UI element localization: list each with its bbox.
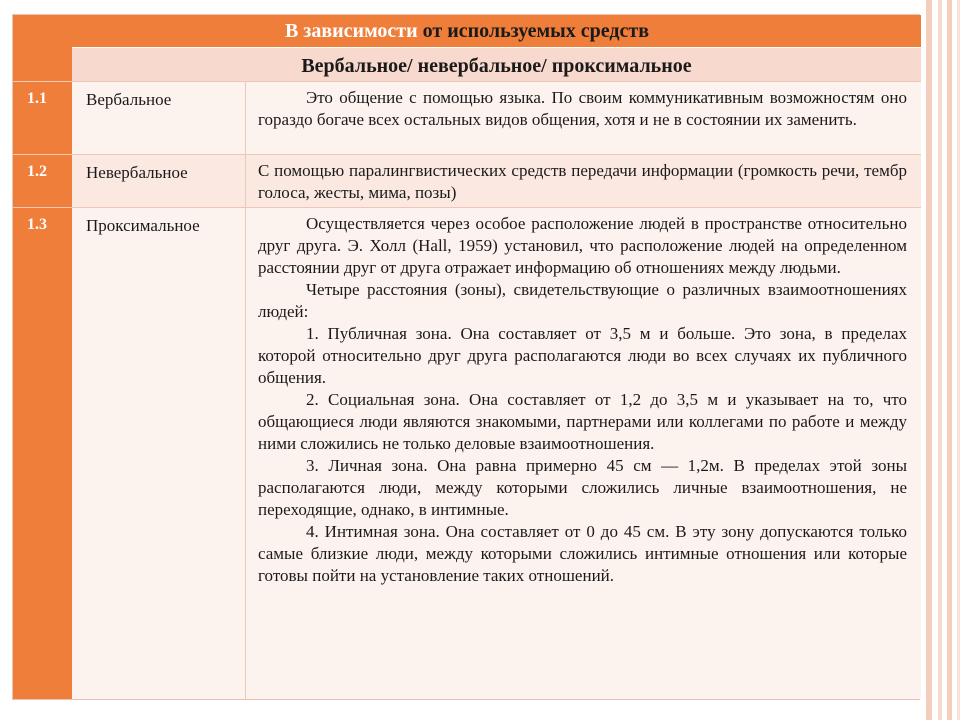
subheader-num-cell: [13, 47, 72, 81]
row-number: 1.3: [13, 207, 72, 699]
row-name: Вербальное: [72, 81, 246, 154]
communication-table: [12, 14, 920, 700]
row-name: Невербальное: [72, 154, 246, 207]
row-number: 1.2: [13, 154, 72, 207]
description-paragraph: 2. Социальная зона. Она составляет от 1,2 до 3,5 м и указывает на то, что общающиеся люди являются знакомыми, партнерами или коллегами по работе и между ними сложились не только деловые взаимоотношения.: [258, 390, 907, 453]
table-header: [13, 15, 921, 47]
header-title-part2: от используемых средств: [422, 20, 650, 42]
stripe: [938, 0, 942, 720]
description-paragraph: 4. Интимная зона. Она составляет от 0 до 45 см. В эту зону допускаются только самые близкие люди, между которыми сложились интимные отношения или которые готовы пойти на установление таких отношений.: [258, 522, 907, 585]
row-name: Проксимальное: [72, 207, 246, 699]
description-paragraph: 3. Личная зона. Она равна примерно 45 см — 1,2м. В пределах этой зоны располагаются люди, между которыми сложились личные взаимоотношения, не переходящие, однако, в интимные.: [258, 456, 907, 519]
description-paragraph: С помощью паралингвистических средств передачи информации (громкость речи, тембр голоса, жесты, мима, позы): [258, 161, 907, 202]
row-description: [246, 154, 921, 207]
description-paragraph: Осуществляется через особое расположение людей в пространстве относительно друг друга. Э. Холл (Hall, 1959) установил, что расположение людей на определенном расстоянии друг от друга отражает информацию об отношениях между людьми.: [258, 214, 907, 277]
header-title-part1: В зависимости: [284, 20, 423, 42]
row-description: [246, 207, 921, 699]
table-subheader: Вербальное/ невербальное/ проксимальное: [72, 47, 921, 81]
stripe: [926, 0, 932, 720]
row-number: 1.1: [13, 81, 72, 154]
description-paragraph: 1. Публичная зона. Она составляет от 3,5 м и больше. Это зона, в пределах которой относительно друг друга располагаются люди во всех случаях их публичного общения.: [258, 324, 907, 387]
row-description: [246, 81, 921, 154]
description-paragraph: Это общение с помощью языка. По своим коммуникативным возможностям оно гораздо богаче всех остальных видов общения, хотя и не в состоянии их заменить.: [258, 88, 907, 129]
description-paragraph: Четыре расстояния (зоны), свидетельствующие о различных взаимоотношениях людей:: [258, 280, 907, 321]
stripe: [947, 0, 952, 720]
